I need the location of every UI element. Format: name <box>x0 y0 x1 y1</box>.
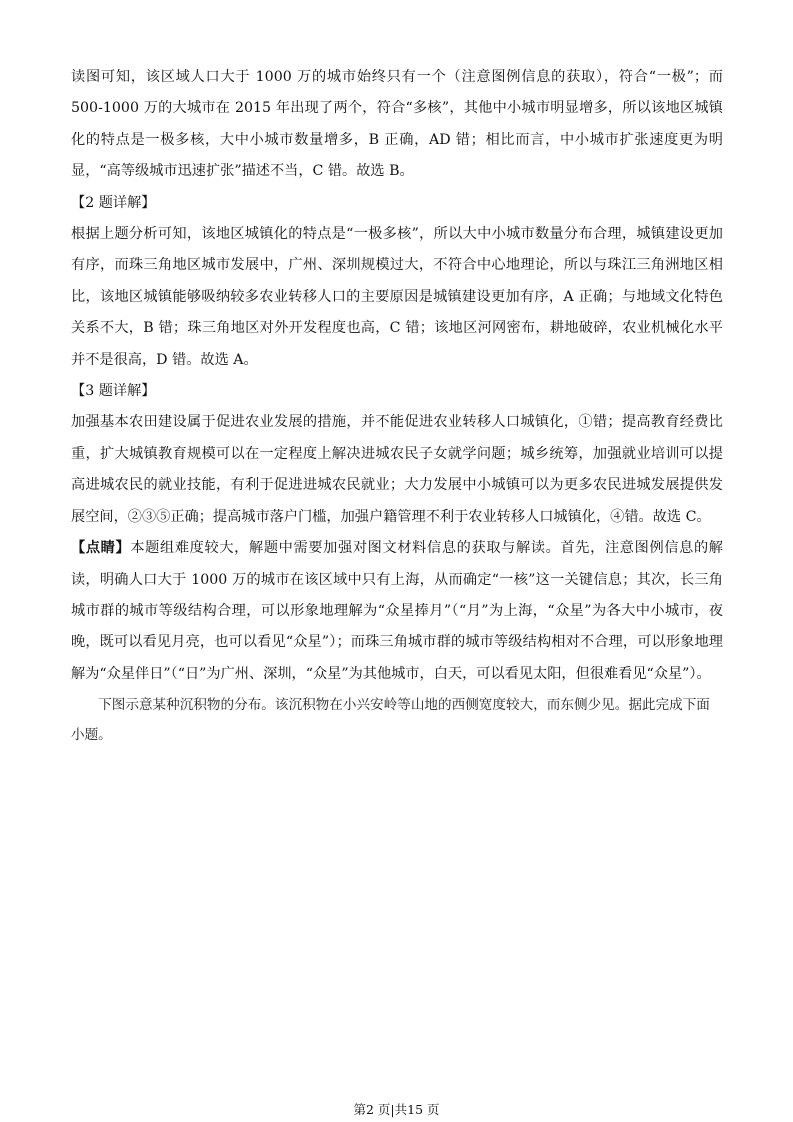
page-number: 第2 页|共15 页 <box>353 1102 440 1117</box>
tip-text: 本题组难度较大，解题中需要加强对图文材料信息的获取与解读。首先，注意图例信息的解读，明确人口大于 1000 万的城市在该区域中只有上海，从而确定“一核”这一关键信息；其次，长三角城市群的城市等级结构合理，可以形象地理解为“众星捧月”（“月”为上海，“众星”为各大中小城市，夜晚，既可以看见月亮，也可以看见“众星”）；而珠三角城市群的城市等级结构相对不合理，可以形象地理解为“众星伴日”（“日”为广州、深圳，“众星”为其他城市，白天，可以看见太阳，但很难看见“众星”）。 <box>71 540 723 682</box>
q3-explanation: 加强基本农田建设属于促进农业发展的措施，并不能促进农业转移人口城镇化，①错；提高教育经费比重，扩大城镇教育规模可以在一定程度上解决进城农民子女就学问题；城乡统筹，加强就业培训可以提高进城农民的就业技能，有利于促进进城农民就业；大力发展中小城镇可以为更多农民进城发展提供发展空间，②③⑤正确；提高城市落户门槛，加强户籍管理不利于农业转移人口城镇化，④错。故选 C。 <box>71 414 723 525</box>
tip-label: 【点睛】 <box>71 540 131 557</box>
tip-paragraph <box>71 533 723 690</box>
q1-explanation: 读图可知，该区域人口大于 1000 万的城市始终只有一个（注意图例信息的获取），符合“一极”；而 500-1000 万的大城市在 2015 年出现了两个，符合“多核”，其他中小城市明显增多，所以该地区城镇化的特点是一极多核，大中小城市数量增多，B 正确，AD 错；相比而言，中小城市扩张速度更为明显，“高等级城市迅速扩张”描述不当，C 错。故选 B。 <box>71 69 723 180</box>
q3-heading: 【3 题详解】 <box>71 383 156 400</box>
next-question-intro: 下图示意某种沉积物的分布。该沉积物在小兴安岭等山地的西侧宽度较大，而东侧少见。据此完成下面小题。 <box>71 697 710 744</box>
q2-heading: 【2 题详解】 <box>71 194 156 211</box>
q2-explanation: 根据上题分析可知，该地区城镇化的特点是“一极多核”，所以大中小城市数量分布合理，城镇建设更加有序，而珠三角地区城市发展中，广州、深圳规模过大，不符合中心地理论，所以与珠江三角洲地区相比，该地区城镇能够吸纳较多农业转移人口的主要原因是城镇建设更加有序，A 正确；与地域文化特色关系不大，B 错；珠三角地区对外开发程度也高，C 错；该地区河网密布，耕地破碎，农业机械化水平并不是很高，D 错。故选 A。 <box>71 226 723 368</box>
document-body <box>71 62 723 750</box>
